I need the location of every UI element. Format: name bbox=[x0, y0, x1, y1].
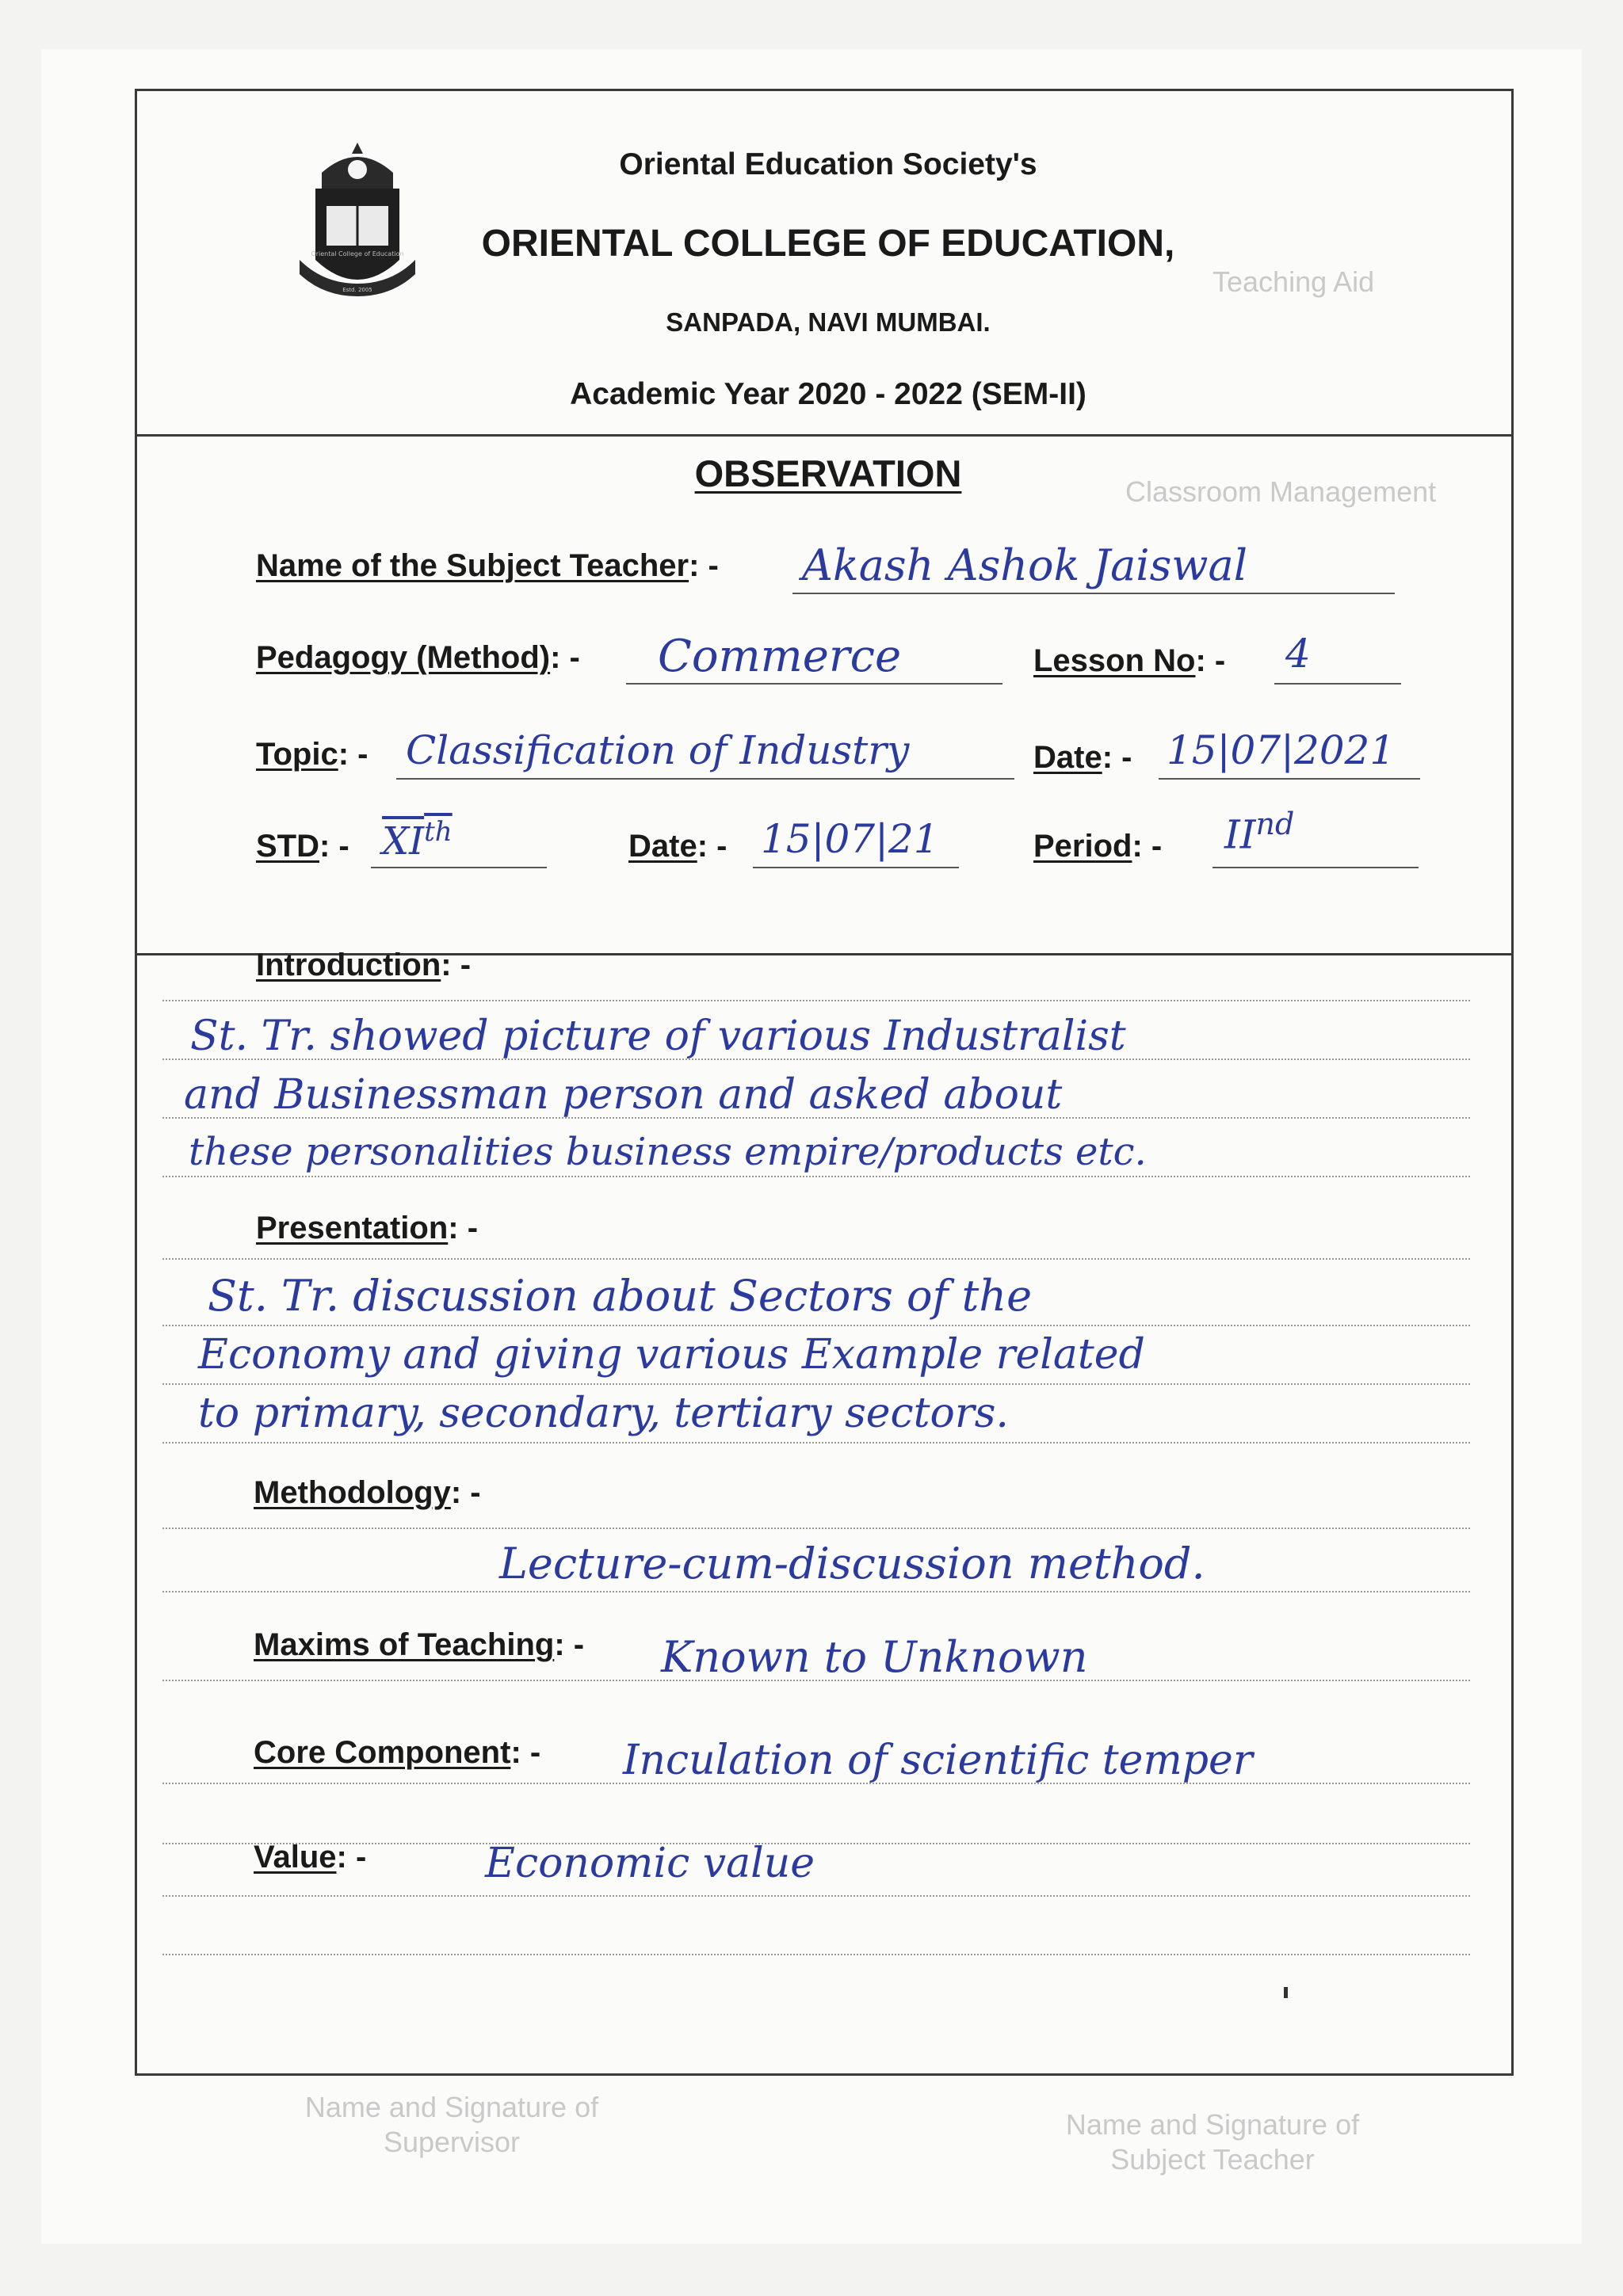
introduction-line-3: these personalities business empire/products etc. bbox=[189, 1130, 1147, 1174]
presentation-line-3: to primary, secondary, tertiary sectors. bbox=[198, 1390, 1009, 1437]
ghost-teacher-signature: Name and Signature of Subject Teacher bbox=[1065, 2108, 1360, 2176]
ruled-line bbox=[162, 1895, 1470, 1897]
subject-teacher-line bbox=[792, 593, 1395, 594]
topic-line bbox=[396, 778, 1014, 780]
date-label-1: Date: - bbox=[1033, 740, 1132, 775]
crest-bottom-text: Estd. 2005 bbox=[342, 287, 372, 293]
lesson-no-line bbox=[1274, 683, 1401, 685]
introduction-line-2: and Businessman person and asked about bbox=[184, 1071, 1063, 1119]
core-component-label: Core Component: - bbox=[254, 1735, 541, 1770]
header-divider bbox=[135, 434, 1514, 437]
ruled-line bbox=[162, 1176, 1470, 1177]
ruled-line bbox=[162, 1325, 1470, 1326]
ruled-line bbox=[162, 1000, 1470, 1001]
form-title: OBSERVATION bbox=[694, 452, 962, 494]
ghost-classroom-management: Classroom Management bbox=[1125, 475, 1437, 508]
ghost-supervisor-signature: Name and Signature of Supervisor bbox=[304, 2091, 599, 2158]
maxims-label: Maxims of Teaching: - bbox=[254, 1627, 585, 1662]
period-line bbox=[1212, 867, 1419, 868]
college-name: ORIENTAL COLLEGE OF EDUCATION, bbox=[481, 223, 1175, 265]
subject-teacher-value: Akash Ashok Jaiswal bbox=[802, 540, 1247, 590]
pedagogy-value: Commerce bbox=[658, 631, 902, 682]
ruled-line bbox=[162, 1258, 1470, 1260]
value-label: Value: - bbox=[254, 1840, 367, 1875]
date-value-2: 15|07|21 bbox=[761, 816, 939, 862]
subject-teacher-label: Name of the Subject Teacher: - bbox=[256, 548, 719, 583]
topic-value: Classification of Industry bbox=[406, 727, 910, 773]
introduction-line-1: St. Tr. showed picture of various Industralist bbox=[190, 1013, 1126, 1060]
std-label: STD: - bbox=[256, 829, 349, 864]
date-value-1: 15|07|2021 bbox=[1167, 727, 1396, 773]
period-value: IInd bbox=[1224, 807, 1295, 858]
academic-year: Academic Year 2020 - 2022 (SEM-II) bbox=[570, 377, 1086, 411]
ghost-teaching-aid: Teaching Aid bbox=[1212, 265, 1375, 298]
introduction-label: Introduction: - bbox=[256, 948, 472, 982]
core-component-value: Inculation of scientific temper bbox=[623, 1737, 1253, 1784]
college-location: SANPADA, NAVI MUMBAI. bbox=[666, 307, 991, 337]
ruled-line bbox=[162, 1954, 1470, 1955]
lesson-no-label: Lesson No: - bbox=[1033, 643, 1226, 678]
std-value: XIth bbox=[382, 816, 453, 864]
date-label-2: Date: - bbox=[628, 829, 727, 864]
ruled-line bbox=[162, 1383, 1470, 1385]
date-line-2 bbox=[753, 867, 959, 868]
lesson-no-value: 4 bbox=[1285, 631, 1311, 677]
date-line-1 bbox=[1159, 778, 1420, 780]
college-crest-logo bbox=[300, 141, 415, 307]
society-name: Oriental Education Society's bbox=[619, 147, 1037, 181]
maxims-value: Known to Unknown bbox=[661, 1632, 1088, 1682]
presentation-line-2: Economy and giving various Example related bbox=[198, 1331, 1145, 1379]
ruled-line bbox=[162, 1591, 1470, 1592]
pedagogy-label: Pedagogy (Method): - bbox=[256, 640, 580, 675]
value-value: Economic value bbox=[485, 1840, 815, 1887]
std-line bbox=[371, 867, 547, 868]
ruled-line bbox=[162, 1527, 1470, 1529]
ruled-line bbox=[162, 1442, 1470, 1444]
methodology-label: Methodology: - bbox=[254, 1475, 481, 1510]
pedagogy-line bbox=[626, 683, 1002, 685]
presentation-label: Presentation: - bbox=[256, 1211, 479, 1245]
crest-center-text: Oriental College of Education bbox=[311, 250, 404, 257]
methodology-value: Lecture-cum-discussion method. bbox=[499, 1539, 1205, 1589]
presentation-line-1: St. Tr. discussion about Sectors of the bbox=[208, 1271, 1033, 1321]
ink-speck bbox=[1284, 1987, 1288, 1998]
topic-label: Topic: - bbox=[256, 737, 369, 772]
period-label: Period: - bbox=[1033, 829, 1163, 864]
